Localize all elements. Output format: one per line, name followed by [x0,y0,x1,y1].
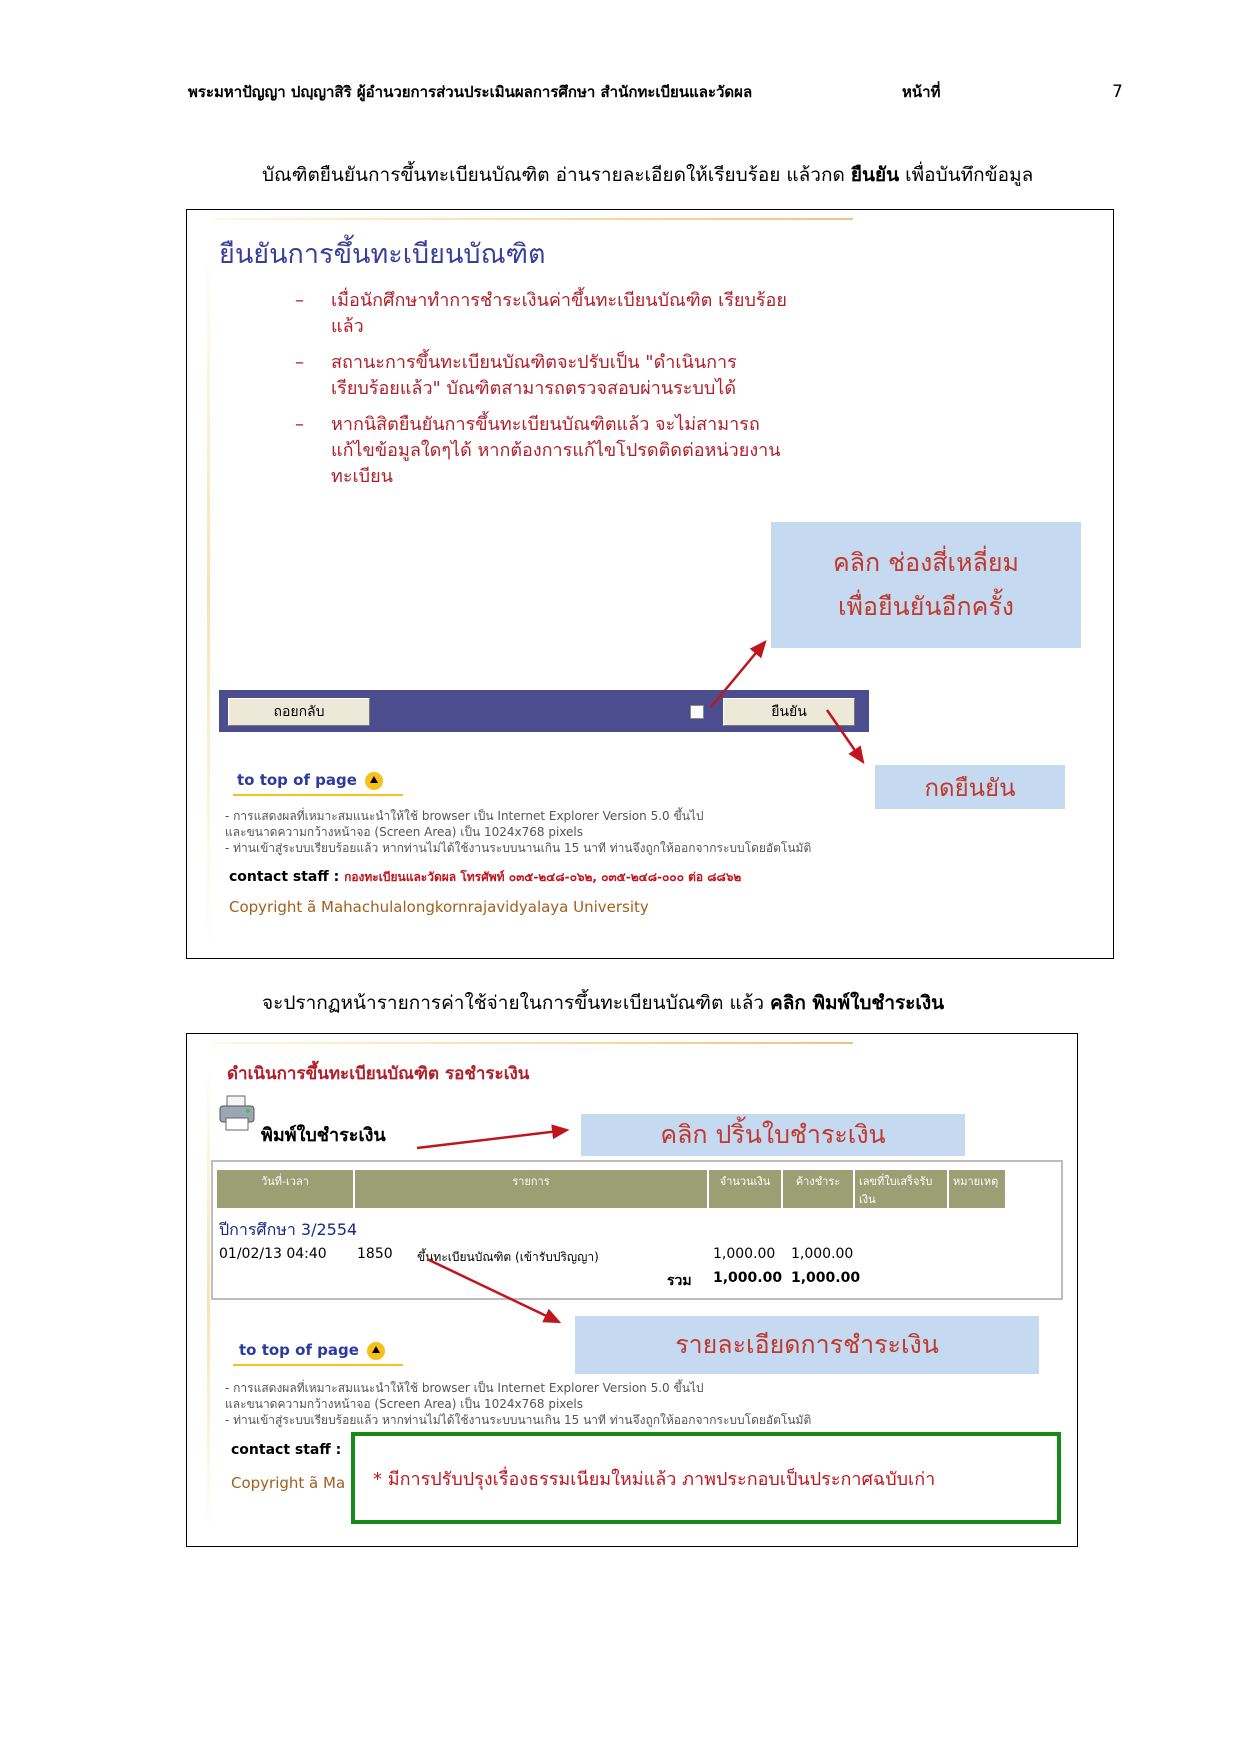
academic-year: ปีการศึกษา 3/2554 [219,1220,358,1239]
payment-screen [186,1033,1078,1547]
total-outstanding: 1,000.00 [791,1270,861,1286]
update-notice: * มีการปรับปรุงเรื่องธรรมเนียมใหม่แล้ว ภาพประกอบเป็นประกาศฉบับเก่า [351,1432,1061,1524]
total-label: รวม [667,1273,692,1289]
browser-note: - การแสดงผลที่เหมาะสมแนะนำให้ใช้ browser เป็น Internet Explorer Version 5.0 ขึ้นไป และขนาดความกว้างหน้าจอ (Screen Area) เป็น 1024x768 pixels - ท่านเข้าสู่ระบบเรียบร้อยแล้ว หากท่านไม่ได้ใช้งานระบบนานเกิน 15 นาที ท่านจึงถูกให้ออกจากระบบโดยอัตโนมัติ [225,809,812,855]
instruction-item: – สถานะการขึ้นทะเบียนบัณฑิตจะปรับเป็น "ดำเนินการเรียบร้อยแล้ว" บัณฑิตสามารถตรวจสอบผ่านระบบได้ [295,352,737,399]
intro-paragraph-2 [262,988,944,1018]
callout-print: คลิก ปริ้นใบชำระเงิน [581,1114,965,1156]
col-receipt: เลขที่ใบเสร็จรับเงิน [855,1170,947,1208]
arrow-up-icon [365,772,383,790]
callout-confirm: กดยืนยัน [875,765,1065,809]
to-top-link[interactable]: to top of page [239,1340,385,1360]
col-datetime: วันที่-เวลา [217,1170,353,1208]
intro2-prefix: จะปรากฏหน้ารายการค่าใช้จ่ายในการขึ้นทะเบียนบัณฑิต แล้ว [262,992,771,1014]
row-outstanding: 1,000.00 [791,1246,854,1262]
page-number: 7 [1112,82,1123,102]
confirm-screen [186,209,1114,959]
arrow-to-confirm-callout [827,710,863,762]
intro2-bold: คลิก พิมพ์ใบชำระเงิน [770,992,945,1014]
col-note: หมายเหตุ [949,1170,1005,1208]
col-amount: จำนวนเงิน [709,1170,781,1208]
intro-paragraph-1 [262,160,1033,190]
row-amount: 1,000.00 [713,1246,776,1262]
browser-note: - การแสดงผลที่เหมาะสมแนะนำให้ใช้ browser เป็น Internet Explorer Version 5.0 ขึ้นไป และขนาดความกว้างหน้าจอ (Screen Area) เป็น 1024x768 pixels - ท่านเข้าสู่ระบบเรียบร้อยแล้ว หากท่านไม่ได้ใช้งานระบบนานเกิน 15 นาที ท่านจึงถูกให้ออกจากระบบโดยอัตโนมัติ [225,1381,812,1427]
total-amount: 1,000.00 [713,1270,783,1286]
row-datetime: 01/02/13 04:40 [219,1246,327,1262]
intro1-prefix: บัณฑิตยืนยันการขึ้นทะเบียนบัณฑิต อ่านรายละเอียดให้เรียบร้อย แล้วกด [262,164,851,186]
copyright: Copyright ã Mahachulalongkornrajavidyalaya University [229,898,649,916]
header-duty: หน้าที่ [902,83,941,101]
header-author: พระมหาปัญญา ปญฺญาสิริ ผู้อำนวยการส่วนประเมินผลการศึกษา สำนักทะเบียนและวัดผล [188,83,753,101]
col-item: รายการ [355,1170,707,1208]
left-rule [207,1064,210,1534]
callout-checkbox: คลิก ช่องสี่เหลี่ยม เพื่อยืนยันอีกครั้ง [771,522,1081,648]
callout-detail: รายละเอียดการชำระเงิน [575,1316,1039,1374]
print-payment-link[interactable]: พิมพ์ใบชำระเงิน [261,1125,386,1146]
intro1-bold: ยืนยัน [850,164,900,186]
to-top-underline [233,794,403,796]
instruction-item: – หากนิสิตยืนยันการขึ้นทะเบียนบัณฑิตแล้ว จะไม่สามารถแก้ไขข้อมูลใดๆได้ หากต้องการแก้ไขโปรดติดต่อหน่วยงานทะเบียน [295,414,781,487]
to-top-link[interactable]: to top of page [237,770,383,790]
arrow-to-print-callout [417,1130,567,1148]
arrow-to-detail-callout [427,1259,559,1322]
confirm-title: ยืนยันการขึ้นทะเบียนบัณฑิต [219,239,546,270]
arrow-up-icon [367,1342,385,1360]
arrow-to-checkbox-callout [711,642,765,707]
col-outstanding: ค้างชำระ [783,1170,853,1208]
back-button[interactable]: ถอยกลับ [228,698,370,726]
instruction-item: – เมื่อนักศึกษาทำการชำระเงินค่าขึ้นทะเบียนบัณฑิต เรียบร้อยแล้ว [295,290,787,337]
contact-staff: contact staff : [231,1442,342,1458]
left-rule [207,240,210,950]
intro1-suffix: เพื่อบันทึกข้อมูล [899,164,1034,186]
to-top-underline [233,1364,403,1366]
payment-title: ดำเนินการขึ้นทะเบียนบัณฑิต รอชำระเงิน [227,1064,530,1084]
contact-staff: contact staff : กองทะเบียนและวัดผล โทรศัพท์ ๐๓๕-๒๔๘-๐๖๒, ๐๓๕-๒๔๘-๐๐๐ ต่อ ๘๘๖๒ [229,869,742,885]
row-item: ขึ้นทะเบียนบัณฑิต (เข้ารับปริญญา) [417,1250,599,1264]
row-code: 1850 [357,1246,393,1262]
confirm-button[interactable]: ยืนยัน [723,698,855,726]
copyright: Copyright ã Ma [231,1474,346,1492]
